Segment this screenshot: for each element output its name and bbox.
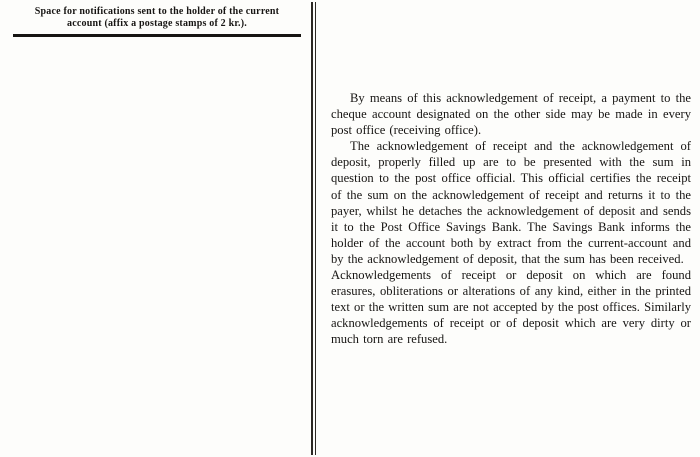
instructions-column (331, 90, 691, 348)
paragraph-payment-instructions: By means of this acknowledgement of receipt, a payment to the cheque account designated on the other side may be made in every post office (receiving office). (331, 91, 691, 138)
paragraph-rejection-conditions: Acknowledgements of receipt or deposit on which are found erasures, obliterations or alterations of any kind, either in the printed text or the written sum are not accepted by the post offices. Similarly acknowledgements of receipt or of deposit which are very dirty or much torn are refused. (331, 268, 691, 347)
note-line-2: account (affix a postage stamps of 2 kr.). (67, 17, 247, 29)
holder-notification-note (13, 6, 301, 37)
paragraph-presentation-procedure: The acknowledgement of receipt and the acknowledgement of deposit, properly filled up are to be presented with the sum in question to the post office official. This official certifies the receipt of the sum on the acknowledgement of receipt and returns it to the payer, whilst he detaches the acknowledgement of deposit and sends it to the Post Office Savings Bank. The Savings Bank informs the holder of the account both by extract from the current-account and by the acknowledgement of deposit, that the sum has been received. (331, 139, 691, 266)
note-line-1: Space for notifications sent to the holder of the current (34, 6, 280, 17)
column-divider-rule (311, 2, 316, 455)
